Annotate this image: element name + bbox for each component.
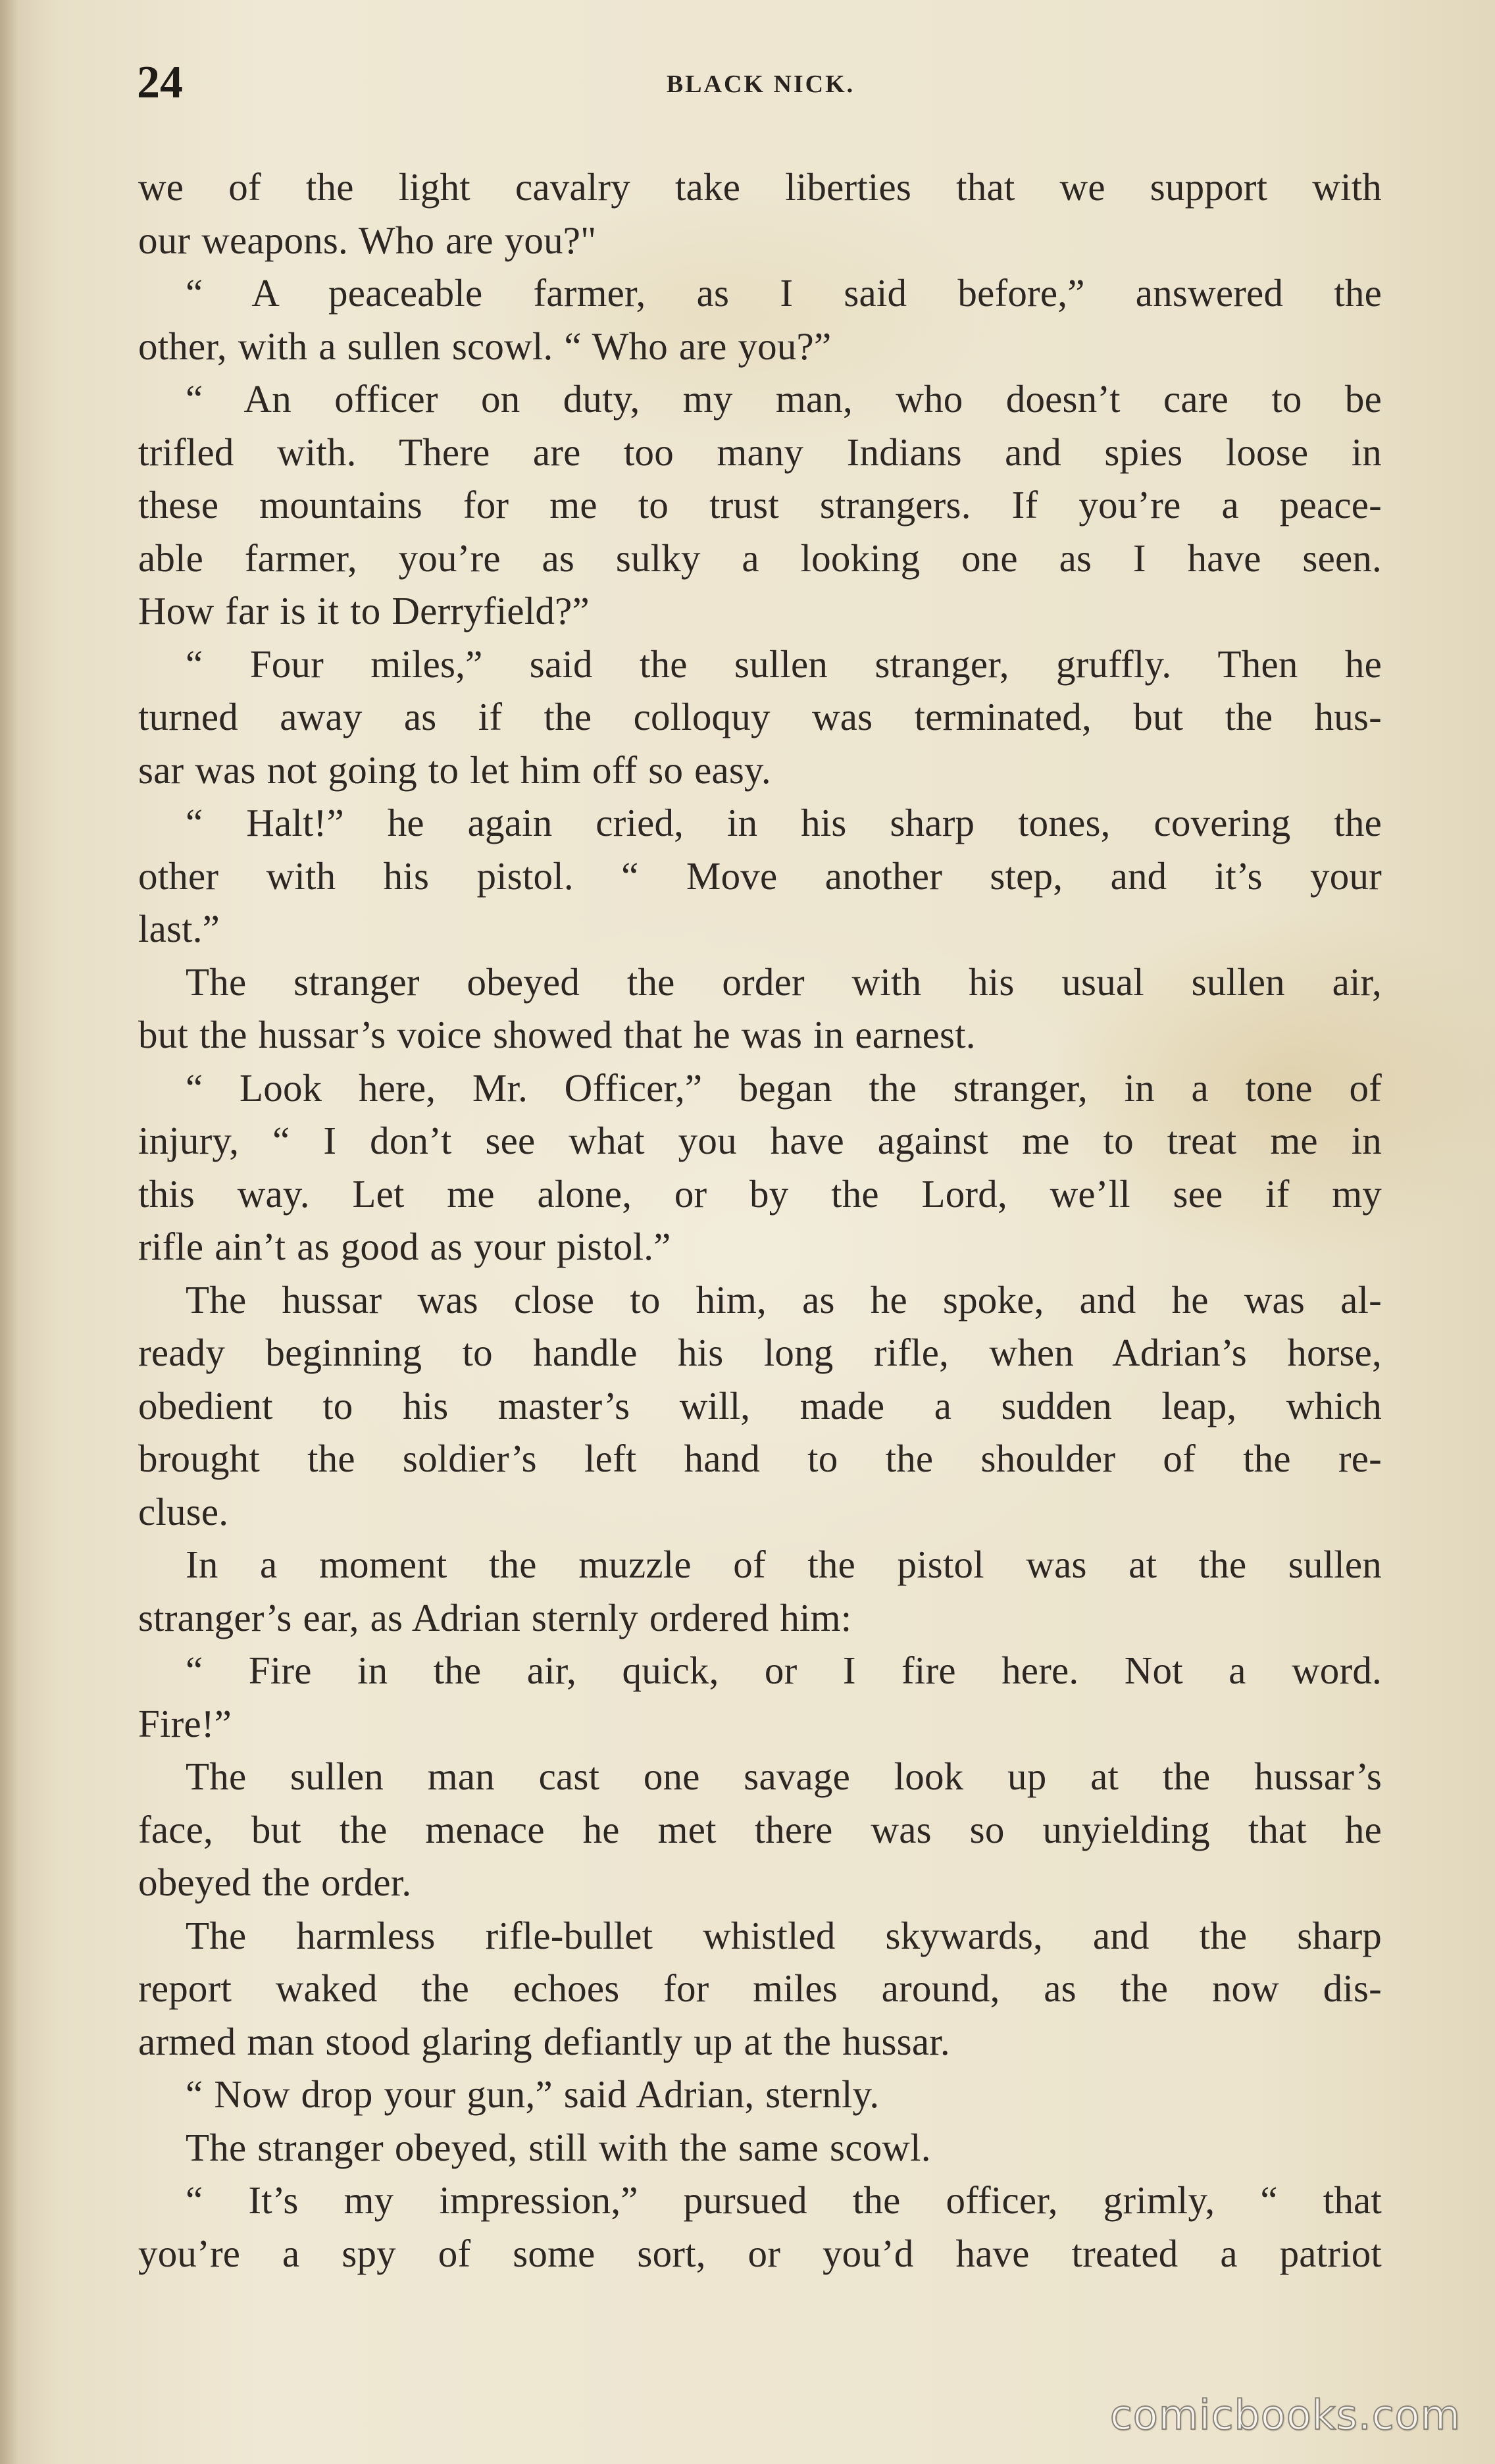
body-text: [138, 161, 1382, 2280]
text-line: stranger’s ear, as Adrian sternly ordered him:: [138, 1595, 852, 1639]
text-line: face, but the menace he met there was so unyielding that he: [138, 1807, 1382, 1851]
text-line: “ Look here, Mr. Officer,” began the stranger, in a tone of: [186, 1065, 1382, 1110]
page-edge-shadow: [0, 0, 18, 2464]
text-line: ready beginning to handle his long rifle, when Adrian’s horse,: [138, 1331, 1382, 1374]
text-line: rifle ain’t as good as your pistol.”: [138, 1225, 671, 1268]
text-line: “ Four miles,” said the sullen stranger, gruffly. Then he: [186, 642, 1382, 686]
text-line: “ An officer on duty, my man, who doesn’t care to be: [186, 377, 1382, 421]
text-line: The stranger obeyed, still with the same scowl.: [186, 2125, 931, 2169]
text-line: “ Fire in the air, quick, or I fire here. Not a word.: [186, 1649, 1382, 1692]
text-line: trifled with. There are too many Indians and spies loose in: [138, 430, 1382, 474]
text-line: other with his pistol. “ Move another step, and it’s your: [138, 854, 1382, 898]
text-line: able farmer, you’re as sulky a looking one as I have seen.: [138, 536, 1382, 580]
running-title: BLACK NICK.: [666, 70, 855, 98]
text-line: our weapons. Who are you?": [138, 218, 597, 262]
text-line: report waked the echoes for miles around, as the now dis-: [138, 1966, 1382, 2010]
text-line: we of the light cavalry take liberties that we support with: [138, 165, 1382, 209]
text-line: In a moment the muzzle of the pistol was at the sullen: [186, 1543, 1382, 1586]
text-line: “ A peaceable farmer, as I said before,” answered the: [186, 271, 1382, 315]
text-line: obeyed the order.: [138, 1861, 412, 1904]
watermark: comicbooks.com: [1109, 2391, 1461, 2439]
page-number: 24: [137, 57, 183, 108]
text-line: The harmless rifle-bullet whistled skywards, and the sharp: [186, 1913, 1382, 1957]
text-line: brought the soldier’s left hand to the shoulder of the re-: [138, 1437, 1382, 1480]
text-line: armed man stood glaring defiantly up at the hussar.: [138, 2019, 950, 2063]
text-line: turned away as if the colloquy was terminated, but the hus-: [138, 695, 1382, 738]
text-line: Fire!”: [138, 1701, 232, 1745]
text-line: last.”: [138, 907, 220, 950]
text-line: cluse.: [138, 1489, 229, 1533]
text-line: “ It’s my impression,” pursued the officer, grimly, “ that: [186, 2178, 1382, 2222]
text-line: sar was not going to let him off so easy.: [138, 748, 771, 792]
text-line: injury, “ I don’t see what you have against me to treat me in: [138, 1119, 1382, 1162]
text-line: How far is it to Derryfield?”: [138, 589, 590, 632]
text-line: obedient to his master’s will, made a sudden leap, which: [138, 1383, 1382, 1427]
text-line: you’re a spy of some sort, or you’d have treated a patriot: [138, 2231, 1382, 2275]
page-header: [137, 57, 1384, 109]
text-line: “ Now drop your gun,” said Adrian, sternly.: [186, 2072, 880, 2116]
text-line: but the hussar’s voice showed that he was in earnest.: [138, 1013, 976, 1056]
text-line: The stranger obeyed the order with his usual sullen air,: [186, 960, 1382, 1004]
text-line: The hussar was close to him, as he spoke, and he was al-: [186, 1277, 1382, 1322]
text-line: “ Halt!” he again cried, in his sharp tones, covering the: [186, 801, 1382, 844]
text-line: other, with a sullen scowl. “ Who are you?”: [138, 324, 832, 368]
text-line: The sullen man cast one savage look up at the hussar’s: [186, 1755, 1382, 1798]
text-line: these mountains for me to trust strangers. If you’re a peace-: [138, 483, 1382, 526]
text-line: this way. Let me alone, or by the Lord, we’ll see if my: [138, 1171, 1382, 1216]
